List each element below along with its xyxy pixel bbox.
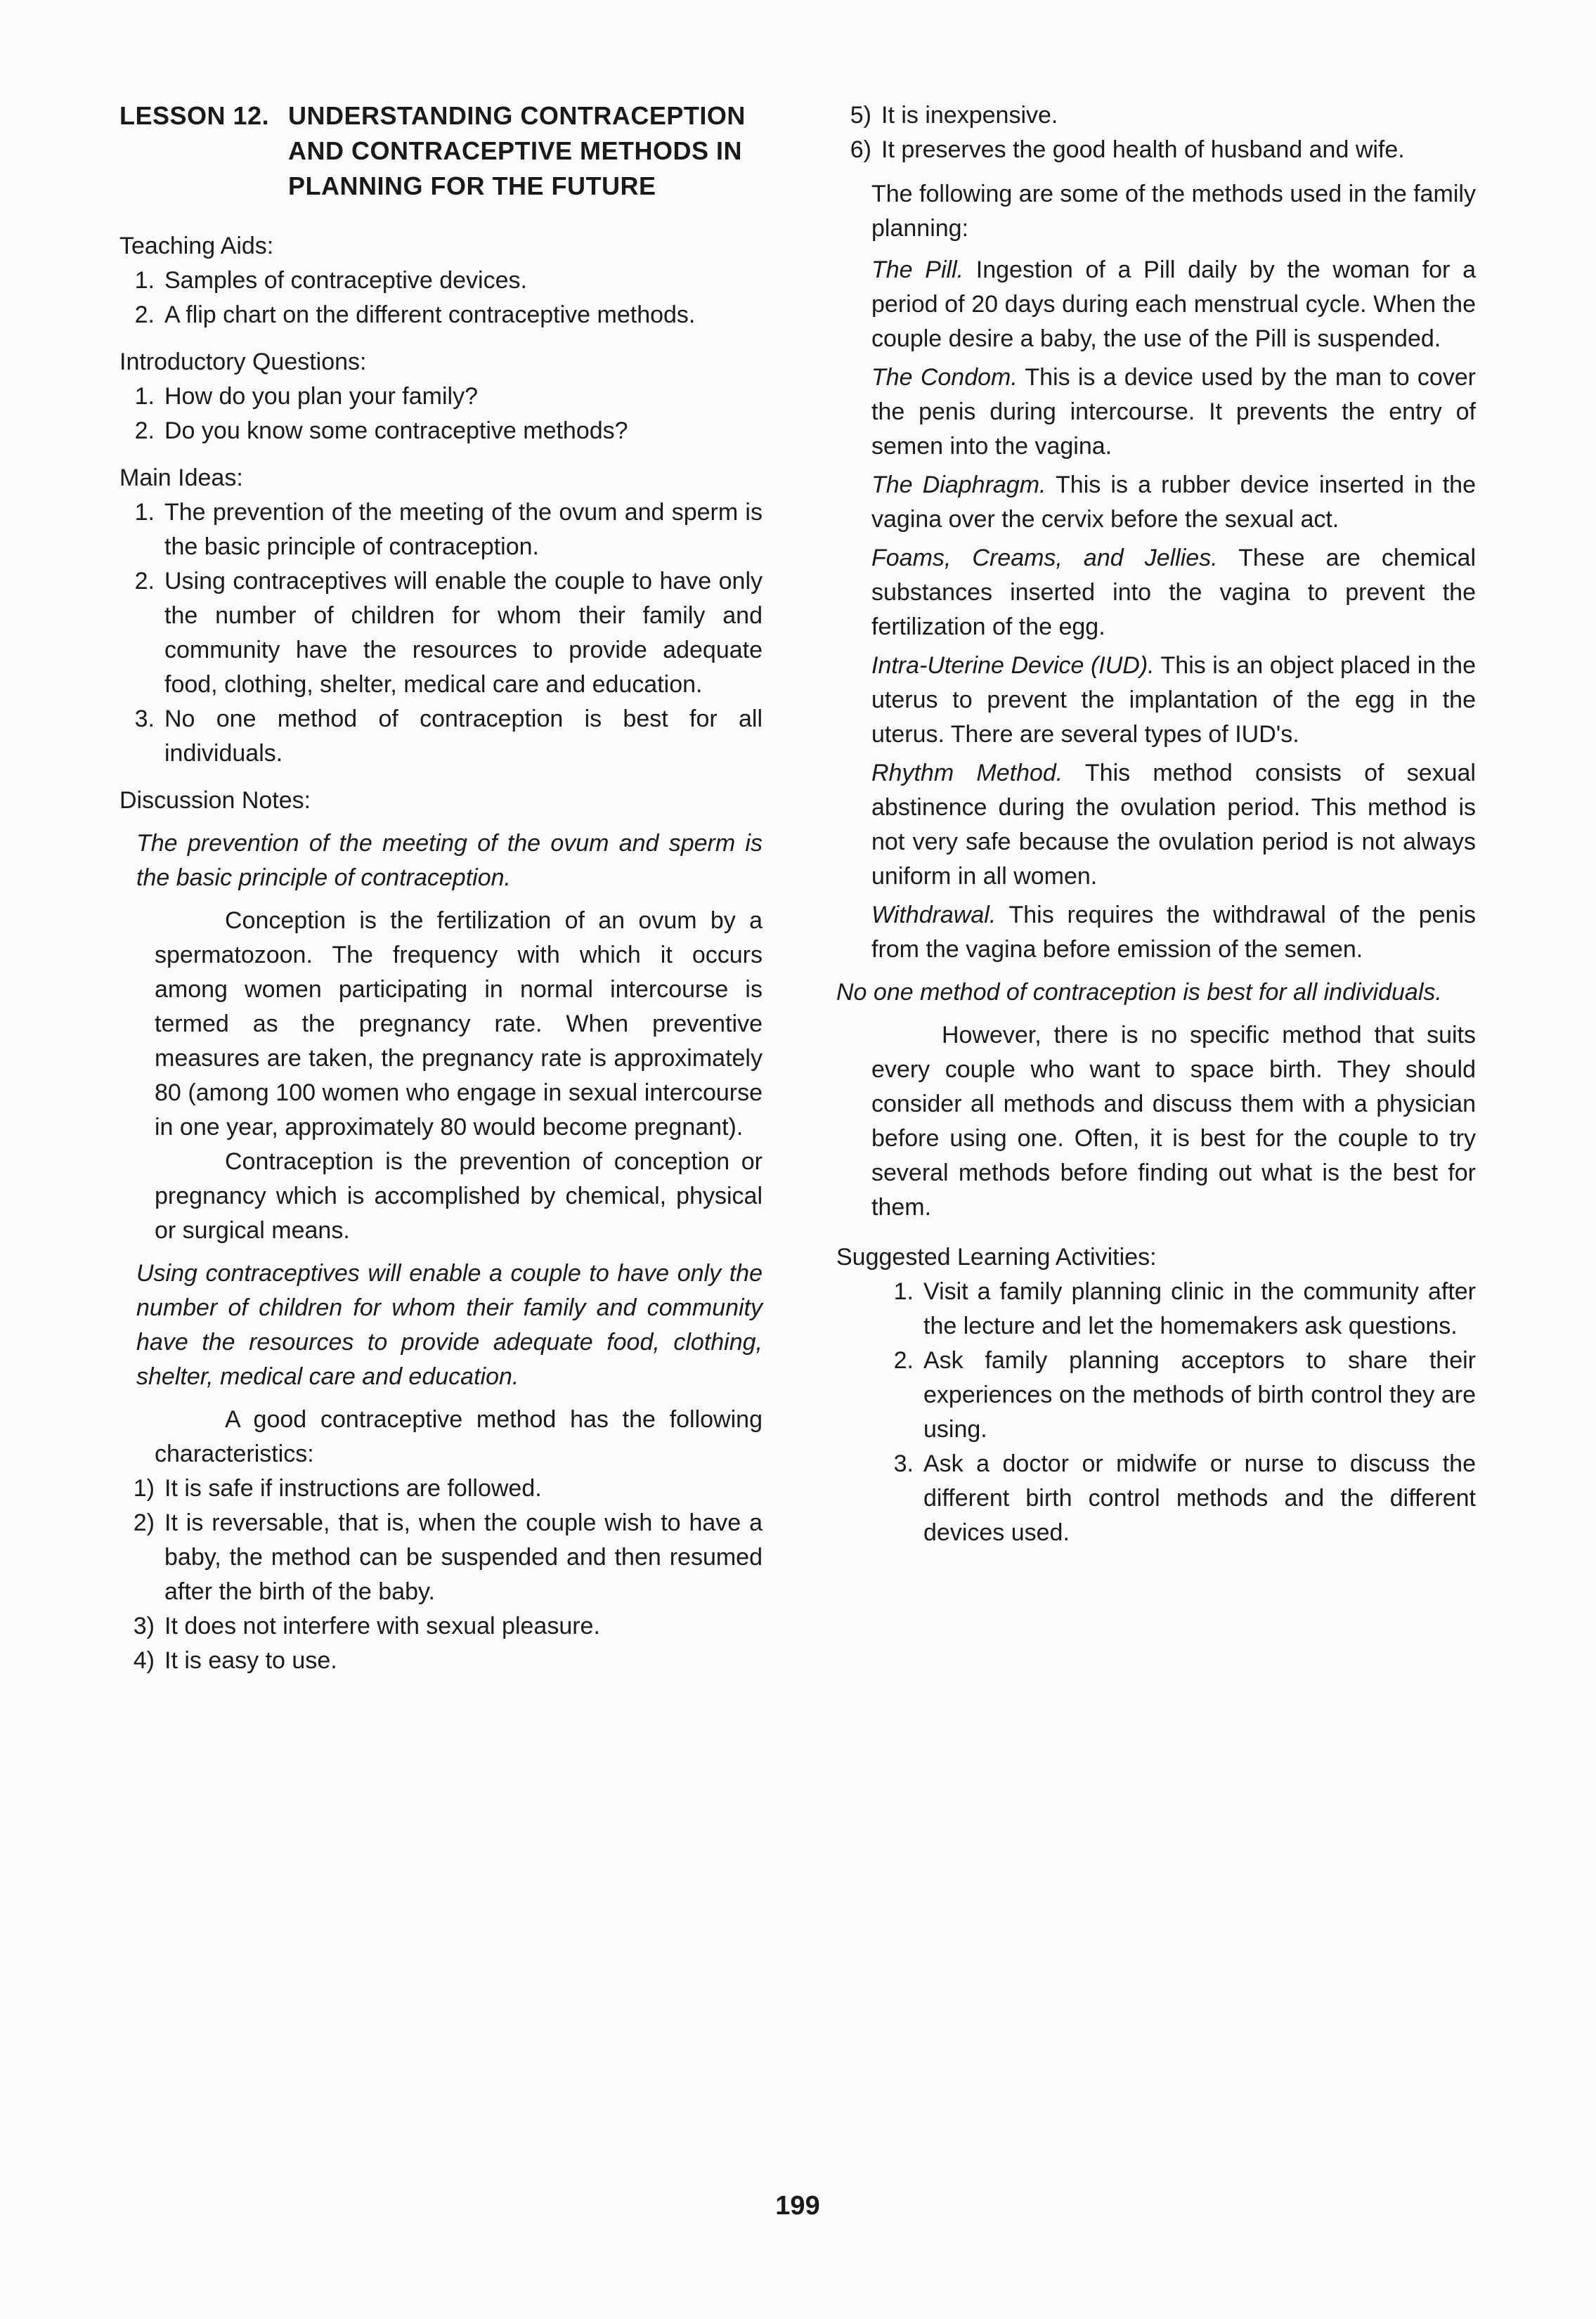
list-item: 1. Samples of contraceptive devices. — [134, 267, 527, 294]
method-text: This is a rubber device inserted in the vagina over the cervix before the sexual act. — [871, 472, 1476, 533]
intro-questions-heading: Introductory Questions: — [119, 349, 367, 375]
discussion-italic-1: The prevention of the meeting of the ovum and sperm is the basic principle of contraception. — [136, 830, 763, 891]
method-rhythm — [871, 756, 1476, 894]
list-item: 4) It is easy to use. — [133, 1647, 337, 1674]
list-item: 5) It is inexpensive. — [850, 102, 1058, 129]
paragraph-conception: Conception is the fertilization of an ovum by a spermatozoon. The frequency with which it occurs among women participating in normal intercourse is termed as the pregnancy rate. When preventive measures are taken, the pregnancy rate is approximately 80 (among 100 women who engage in sexual intercourse in one year, approximately 80 would become pregnant). — [155, 907, 763, 1141]
characteristics-list — [119, 1472, 763, 1678]
method-name: The Condom. — [871, 364, 1018, 391]
list-item: 2. Do you know some contraceptive methods? — [134, 417, 628, 444]
list-item: 6) It preserves the good health of husband and wife. — [850, 136, 1405, 163]
method-text: This method consists of sexual abstinence during the ovulation period. This method is not very safe because the ovulation period is not always uniform in all women. — [871, 760, 1476, 890]
method-foams — [871, 541, 1476, 644]
discussion-heading: Discussion Notes: — [119, 787, 311, 814]
list-item: 1. The prevention of the meeting of the ovum and sperm is the basic principle of contraception. — [134, 499, 763, 560]
list-item: 1. How do you plan your family? — [134, 383, 479, 410]
method-name: Intra-Uterine Device (IUD). — [871, 652, 1155, 679]
title-line-1: UNDERSTANDING CONTRACEPTION — [288, 101, 746, 130]
methods-intro: The following are some of the methods used in the family planning: — [871, 181, 1476, 242]
list-item: 1. Visit a family planning clinic in the community after the lecture and let the homemakers ask questions. — [893, 1278, 1476, 1339]
page-number: 199 — [775, 2191, 820, 2221]
main-ideas-heading: Main Ideas: — [119, 465, 243, 491]
list-item: 1) It is safe if instructions are followed. — [133, 1475, 542, 1502]
method-name: Rhythm Method. — [871, 760, 1063, 786]
list-item: 2. Ask family planning acceptors to share their experiences on the methods of birth control they are using. — [893, 1347, 1476, 1443]
title-line-2: AND CONTRACEPTIVE METHODS IN — [288, 136, 743, 165]
activities-list — [850, 1275, 1476, 1550]
right-column — [836, 98, 1476, 1550]
list-item: 3) It does not interfere with sexual pleasure. — [133, 1613, 600, 1639]
paragraph-contraception: Contraception is the prevention of conception or pregnancy which is accomplished by chemical, physical or surgical means. — [155, 1148, 763, 1244]
teaching-aids-heading: Teaching Aids: — [119, 233, 274, 259]
discussion-italic-3: No one method of contraception is best for all individuals. — [836, 979, 1442, 1006]
teaching-aids-list — [119, 264, 763, 332]
method-text: This requires the withdrawal of the penis from the vagina before emission of the semen. — [871, 902, 1476, 963]
method-name: The Diaphragm. — [871, 472, 1046, 498]
characteristics-list-continued — [836, 98, 1476, 167]
method-text: This is an object placed in the uterus to prevent the implantation of the egg in the uterus. There are several types of IUD's. — [871, 652, 1476, 748]
list-item: 2) It is reversable, that is, when the couple wish to have a baby, the method can be suspended and then resumed after the birth of the baby. — [133, 1509, 763, 1605]
lesson-number: LESSON 12. — [119, 101, 270, 130]
method-text: This is a device used by the man to cover the penis during intercourse. It prevents the entry of semen into the vagina. — [871, 364, 1476, 460]
method-iud — [871, 649, 1476, 752]
method-diaphragm — [871, 468, 1476, 537]
method-name: Foams, Creams, and Jellies. — [871, 545, 1218, 571]
left-column — [119, 98, 763, 1678]
lesson-title — [119, 98, 763, 204]
method-withdrawal — [871, 898, 1476, 967]
paragraph-characteristics: A good contraceptive method has the following characteristics: — [155, 1406, 763, 1467]
discussion-italic-2: Using contraceptives will enable a couple to have only the number of children for whom their family and community have the resources to provide adequate food, clothing, shelter, medical care and education. — [136, 1260, 763, 1390]
method-name: Withdrawal. — [871, 902, 997, 928]
method-text: These are chemical substances inserted into the vagina to prevent the fertilization of the egg. — [871, 545, 1476, 640]
list-item: 2. A flip chart on the different contraceptive methods. — [134, 301, 696, 328]
list-item: 3. Ask a doctor or midwife or nurse to discuss the different birth control methods and the different devices used. — [893, 1450, 1476, 1546]
main-ideas-list — [119, 495, 763, 771]
method-name: The Pill. — [871, 256, 964, 283]
method-condom — [871, 360, 1476, 464]
list-item: 3. No one method of contraception is best for all individuals. — [134, 706, 763, 767]
method-text: Ingestion of a Pill daily by the woman for a period of 20 days during each menstrual cycle. When the couple desire a baby, the use of the Pill is suspended. — [871, 256, 1476, 352]
paragraph-however: However, there is no specific method that suits every couple who want to space birth. They should consider all methods and discuss them with a physician before using one. Often, it is best for the couple to try several methods before finding out what is the best for them. — [871, 1022, 1476, 1221]
intro-questions-list — [119, 379, 763, 448]
method-pill — [871, 253, 1476, 356]
list-item: 2. Using contraceptives will enable the couple to have only the number of children for whom their family and community have the resources to provide adequate food, clothing, shelter, medical care and education. — [134, 568, 763, 698]
activities-heading: Suggested Learning Activities: — [836, 1244, 1157, 1271]
title-line-3: PLANNING FOR THE FUTURE — [288, 171, 656, 200]
